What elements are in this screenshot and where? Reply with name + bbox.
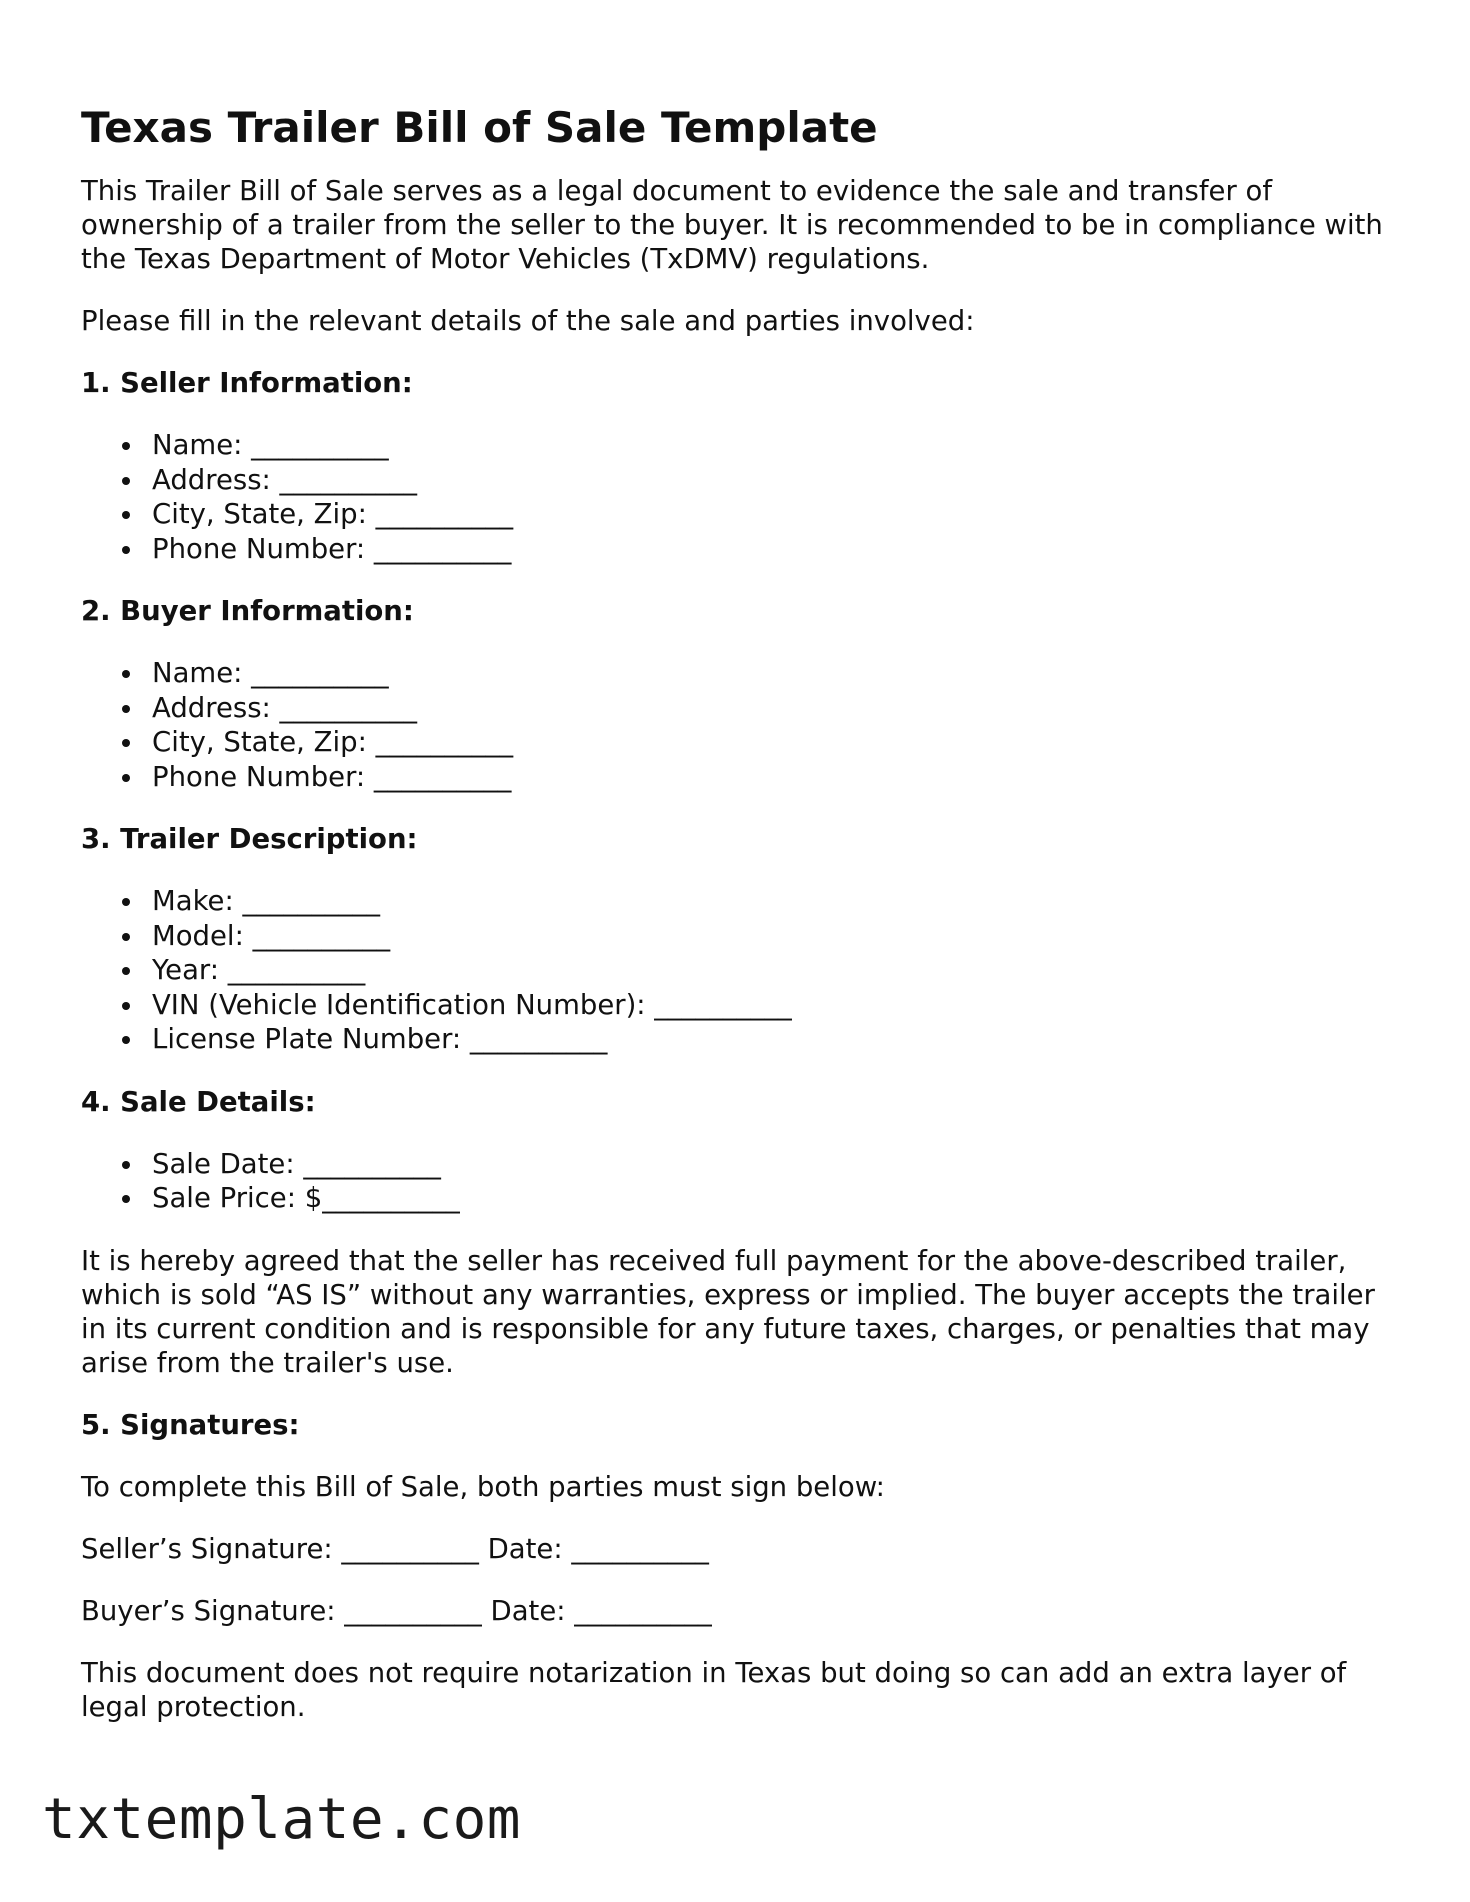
bullet-icon [122,1195,130,1203]
bullet-icon [122,774,130,782]
bullet-icon [122,546,130,554]
bullet-icon [122,1036,130,1044]
bullet-icon [122,670,130,678]
list-item: Name: __________ [81,656,1401,691]
list-item: City, State, Zip: __________ [81,725,1401,760]
list-item: Model: __________ [81,919,1401,954]
intro-paragraph: This Trailer Bill of Sale serves as a legal document to evidence the sale and transfer of ownership of a trailer from the seller to the buyer. It is recommended to be in compliance with the Texas Department of Motor Vehicles (TxDMV) regulations. [81,175,1383,275]
list-item: Sale Date: __________ [81,1147,1401,1182]
bullet-icon [122,511,130,519]
bullet-icon [122,1002,130,1010]
signatures-section-heading: 5. Signatures: [81,1408,300,1441]
bullet-icon [122,1161,130,1169]
trailer-section-heading: 3. Trailer Description: [81,823,418,855]
seller-signature-line: Seller’s Signature: __________ Date: __________ [81,1532,709,1565]
sale-list [81,1147,1401,1216]
buyer-signature-line: Buyer’s Signature: __________ Date: __________ [81,1594,712,1627]
list-item: License Plate Number: __________ [81,1022,1401,1057]
bullet-icon [122,739,130,747]
notarization-paragraph: This document does not require notarization in Texas but doing so can add an extra layer of legal protection. [81,1656,1347,1723]
list-item: Address: __________ [81,463,1401,498]
seller-list [81,428,1401,566]
watermark: txtemplate.com [42,1787,522,1852]
bullet-icon [122,477,130,485]
bullet-icon [122,898,130,906]
signatures-instruction: To complete this Bill of Sale, both parties must sign below: [81,1470,885,1503]
bullet-icon [122,933,130,941]
bullet-icon [122,705,130,713]
bullet-icon [122,442,130,450]
buyer-section-heading: 2. Buyer Information: [81,595,414,627]
list-item: City, State, Zip: __________ [81,497,1401,532]
trailer-list [81,884,1401,1057]
list-item: Year: __________ [81,953,1401,988]
list-item: Name: __________ [81,428,1401,463]
seller-section-heading: 1. Seller Information: [81,367,413,399]
list-item: Phone Number: __________ [81,760,1401,795]
list-item: Make: __________ [81,884,1401,919]
list-item: Sale Price: $__________ [81,1181,1401,1216]
list-item: Phone Number: __________ [81,532,1401,567]
agreement-paragraph: It is hereby agreed that the seller has received full payment for the above-described trailer, which is sold “AS IS” without any warranties, express or implied. The buyer accepts the trailer in its current condition and is responsible for any future taxes, charges, or penalties that may arise from the trailer's use. [81,1244,1375,1379]
list-item: VIN (Vehicle Identification Number): __________ [81,988,1401,1023]
buyer-list [81,656,1401,794]
instruction-paragraph: Please fill in the relevant details of the sale and parties involved: [81,305,975,337]
document-title: Texas Trailer Bill of Sale Template [81,103,878,152]
sale-section-heading: 4. Sale Details: [81,1085,316,1118]
list-item: Address: __________ [81,691,1401,726]
document-body [81,92,1401,1724]
bullet-icon [122,967,130,975]
